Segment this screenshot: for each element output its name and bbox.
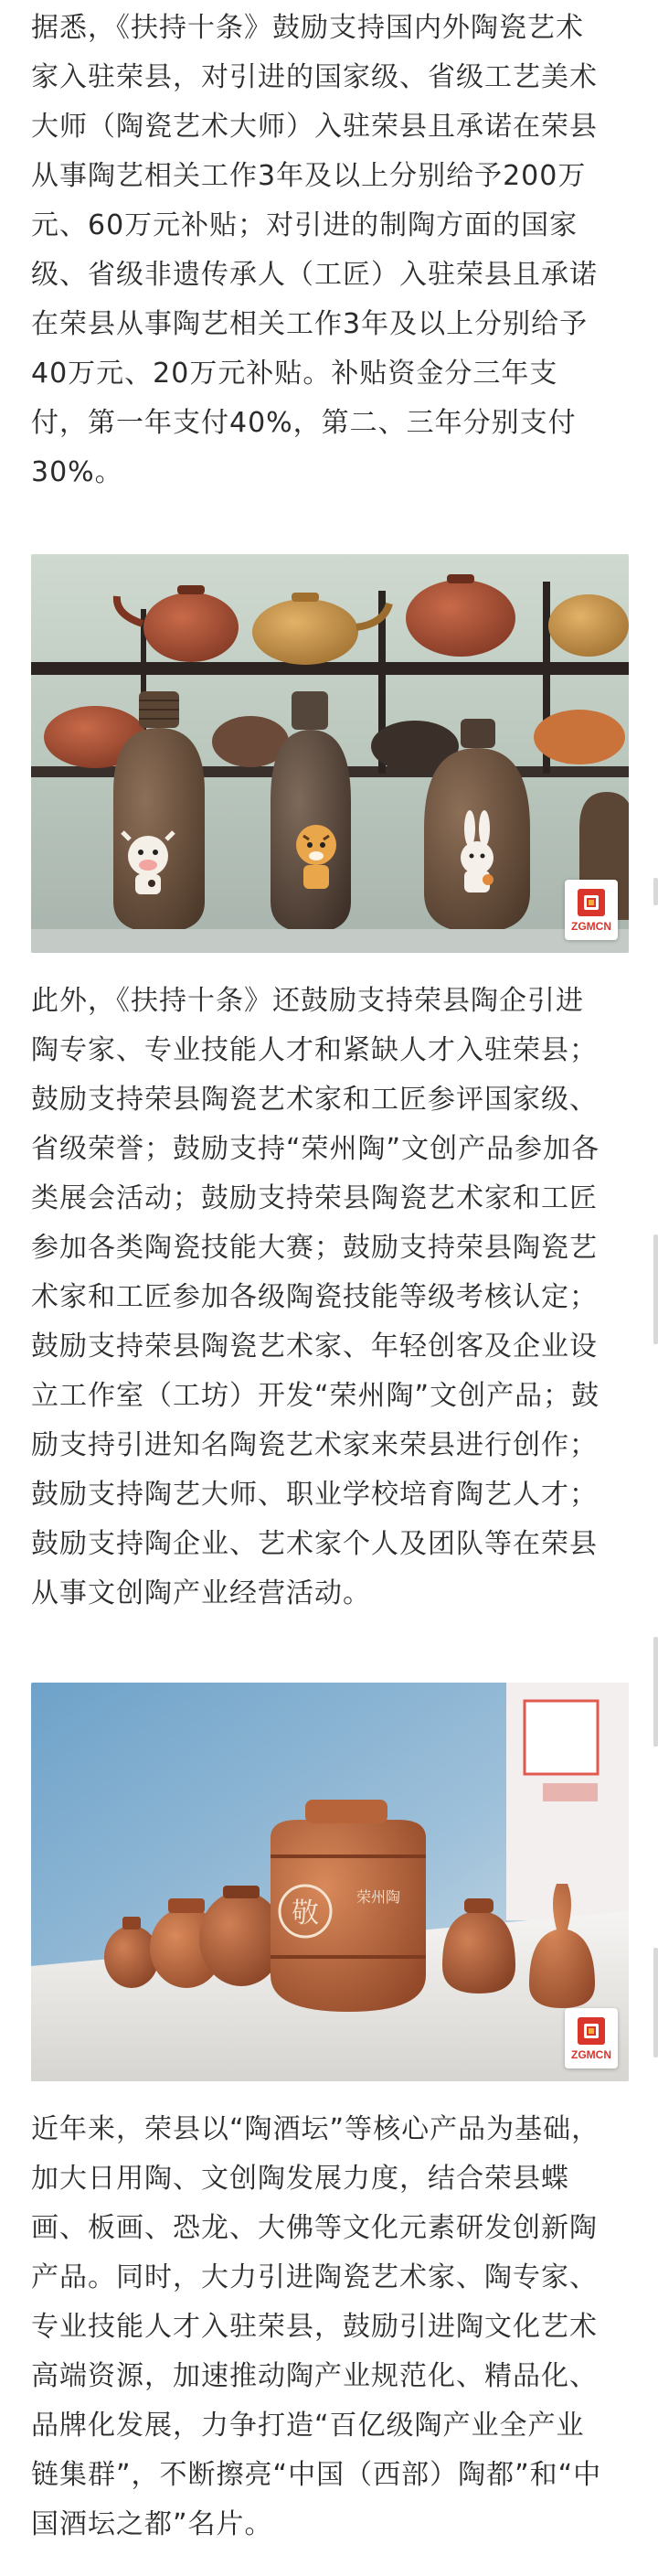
paragraph-line: 参加各类陶瓷技能大赛；鼓励支持荣县陶瓷艺 <box>31 1232 598 1264</box>
paragraph-line: 付，第一年支付40%，第二、三年分别支付 <box>31 407 577 439</box>
paragraph-line: 立工作室（工坊）开发“荣州陶”文创产品；鼓 <box>31 1380 600 1412</box>
scrollbar-track-mark <box>653 1948 658 2058</box>
paragraph-line: 品牌化发展，力争打造“百亿级陶产业全产业 <box>31 2410 585 2442</box>
article-paragraph <box>31 4 634 497</box>
paragraph-line: 大师（陶瓷艺术大师）入驻荣县且承诺在荣县 <box>31 111 598 143</box>
paragraph-line: 产品。同时，大力引进陶瓷艺术家、陶专家、 <box>31 2261 598 2293</box>
article-paragraph <box>31 2105 634 2549</box>
paragraph-line: 家入驻荣县，对引进的国家级、省级工艺美术 <box>31 61 598 93</box>
article-paragraph <box>31 977 634 1619</box>
paragraph-line: 高端资源，加速推动陶产业规范化、精品化、 <box>31 2360 598 2392</box>
paragraph-line: 此外，《扶持十条》还鼓励支持荣县陶企引进 <box>31 985 584 1017</box>
paragraph-line: 30%。 <box>31 456 123 488</box>
paragraph-line: 陶专家、专业技能人才和紧缺人才入驻荣县； <box>31 1034 598 1066</box>
watermark-text: ZGMCN <box>571 2048 611 2061</box>
paragraph-line: 鼓励支持陶艺大师、职业学校培育陶艺人才； <box>31 1479 598 1511</box>
watermark-text: ZGMCN <box>571 920 611 933</box>
teapot-jars-image <box>31 554 629 953</box>
paragraph-line: 鼓励支持陶企业、艺术家个人及团队等在荣县 <box>31 1528 598 1560</box>
paragraph-line: 元、60万元补贴；对引进的制陶方面的国家 <box>31 209 578 241</box>
paragraph-line: 40万元、20万元补贴。补贴资金分三年支 <box>31 358 558 390</box>
jar-vertical-text: 荣州陶 <box>356 1888 401 1906</box>
paragraph-line: 链集群”，不断擦亮“中国（西部）陶都”和“中 <box>31 2459 602 2491</box>
jar-engraving: 敬 <box>292 1897 319 1929</box>
zgmcn-watermark-logo <box>565 880 618 940</box>
paragraph-line: 加大日用陶、文创陶发展力度，结合荣县蝶 <box>31 2163 569 2195</box>
paragraph-line: 画、板画、恐龙、大佛等文化元素研发创新陶 <box>31 2212 598 2244</box>
paragraph-line: 励支持引进知名陶瓷艺术家来荣县进行创作； <box>31 1429 598 1461</box>
paragraph-line: 从事陶艺相关工作3年及以上分别给予200万 <box>31 160 587 192</box>
paragraph-line: 据悉，《扶持十条》鼓励支持国内外陶瓷艺术 <box>31 12 584 44</box>
scrollbar-track-mark <box>653 1235 658 1344</box>
watermark-icon <box>578 2017 605 2045</box>
scrollbar-track-mark <box>653 1637 658 1747</box>
paragraph-line: 在荣县从事陶艺相关工作3年及以上分别给予 <box>31 308 589 340</box>
watermark-icon <box>578 889 605 916</box>
paragraph-line: 近年来，荣县以“陶酒坛”等核心产品为基础， <box>31 2113 600 2145</box>
article-photo-jars <box>31 1683 629 2081</box>
article-photo-teapots <box>31 554 629 953</box>
paragraph-line: 从事文创陶产业经营活动。 <box>31 1577 371 1609</box>
paragraph-line: 级、省级非遗传承人（工匠）入驻荣县且承诺 <box>31 259 598 291</box>
paragraph-line: 鼓励支持荣县陶瓷艺术家和工匠参评国家级、 <box>31 1084 598 1116</box>
paragraph-line: 术家和工匠参加各级陶瓷技能等级考核认定； <box>31 1281 598 1313</box>
paragraph-line: 鼓励支持荣县陶瓷艺术家、年轻创客及企业设 <box>31 1331 598 1363</box>
zgmcn-watermark-logo <box>565 2008 618 2068</box>
scrollbar-thumb[interactable] <box>653 878 658 905</box>
paragraph-line: 专业技能人才入驻荣县，鼓励引进陶文化艺术 <box>31 2311 598 2343</box>
paragraph-line: 类展会活动；鼓励支持荣县陶瓷艺术家和工匠 <box>31 1182 598 1214</box>
paragraph-line: 省级荣誉；鼓励支持“荣州陶”文创产品参加各 <box>31 1133 600 1165</box>
paragraph-line: 国酒坛之都”名片。 <box>31 2508 273 2540</box>
terracotta-jars-image <box>31 1683 629 2081</box>
